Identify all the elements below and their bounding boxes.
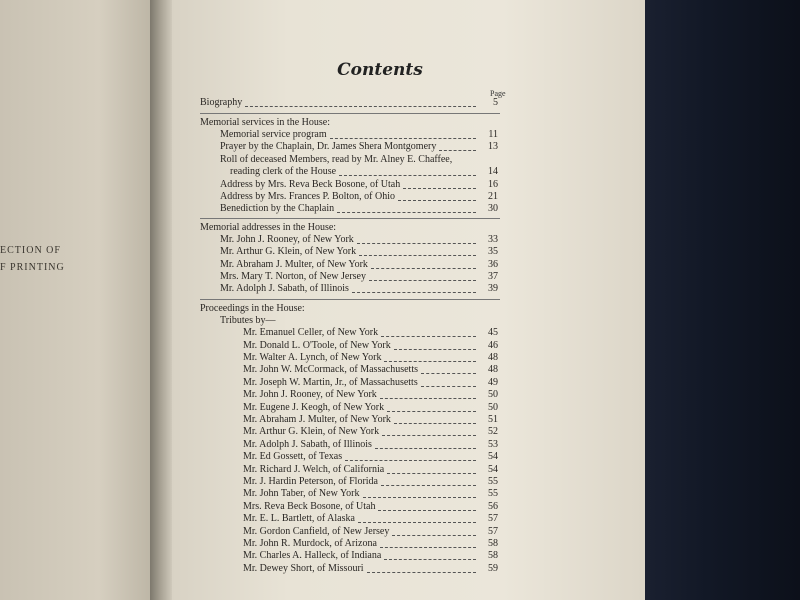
toc-entry	[243, 488, 476, 500]
dark-background	[645, 0, 800, 600]
toc-entry-label: Memorial service program	[220, 129, 327, 140]
leader-dots	[421, 386, 476, 387]
section-divider	[200, 113, 500, 114]
leader-dots	[330, 138, 476, 139]
leader-dots	[375, 448, 476, 449]
toc-entry-label: Address by Mrs. Reva Beck Bosone, of Utah	[220, 178, 401, 190]
toc-entry-label: Mr. John R. Murdock, of Arizona	[243, 538, 377, 549]
toc-entry	[243, 563, 476, 575]
toc-entry-label: Mr. John J. Rooney, of New York	[243, 389, 377, 401]
toc-entry	[220, 259, 476, 271]
toc-entry	[220, 129, 476, 141]
leader-dots	[381, 485, 476, 486]
toc-entry-label: Mr. Eugene J. Keogh, of New York	[243, 401, 385, 413]
toc-entry	[243, 340, 476, 352]
toc-entry-page-number: 35	[488, 246, 498, 258]
book-gutter	[150, 0, 172, 600]
toc-entry	[220, 179, 476, 191]
toc-entry-label: Prayer by the Chaplain, Dr. James Shera Montgomery	[220, 141, 437, 153]
left-page-fragment-2: F PRINTING	[0, 262, 65, 273]
toc-entry	[243, 352, 476, 364]
toc-entry	[243, 377, 476, 389]
toc-entry-label: Mr. E. L. Bartlett, of Alaska	[243, 513, 355, 525]
toc-entry-label: Mr. Ed Gossett, of Texas	[243, 451, 343, 463]
leader-dots	[381, 336, 476, 337]
toc-entry-label: Mr. Gordon Canfield, of New Jersey	[243, 525, 390, 537]
toc-entry	[243, 464, 476, 476]
toc-entry-page-number: 37	[488, 271, 498, 282]
toc-entry	[220, 271, 476, 283]
toc-entry	[220, 141, 476, 153]
toc-entry-label: Mr. Emanuel Celler, of New York	[243, 327, 379, 339]
leader-dots	[403, 188, 476, 189]
toc-entry	[243, 414, 476, 426]
leader-dots	[339, 175, 476, 176]
toc-entry-label: Mr. Richard J. Welch, of California	[243, 463, 385, 475]
toc-entry-biography-page-number: 5	[493, 97, 498, 108]
leader-dots	[363, 497, 477, 498]
leader-dots	[392, 535, 476, 536]
left-page-fragment-1: ECTION OF	[0, 245, 61, 256]
toc-entry	[243, 526, 476, 538]
toc-entry	[243, 476, 476, 488]
leader-dots	[380, 547, 476, 548]
toc-entry-page-number: 59	[488, 562, 498, 574]
toc-entry-label: Mr. John J. Rooney, of New York	[220, 233, 354, 245]
toc-entry-label: Mr. Joseph W. Martin, Jr., of Massachusetts	[243, 376, 418, 388]
toc-entry-page-number: 16	[488, 178, 498, 190]
toc-entry	[243, 550, 476, 562]
leader-dots	[382, 435, 476, 436]
toc-entry-label: Mr. Abraham J. Multer, of New York	[220, 258, 368, 270]
section-divider	[200, 299, 500, 300]
toc-entry-page-number: 50	[488, 401, 498, 413]
toc-entry-label: Mr. Arthur G. Klein, of New York	[243, 426, 380, 438]
left-page	[0, 0, 165, 600]
toc-entry-page-number: 45	[488, 327, 498, 339]
toc-entry	[243, 451, 476, 463]
leader-dots	[384, 361, 476, 362]
leader-dots	[394, 349, 476, 350]
toc-entry	[220, 246, 476, 258]
toc-entry-page-number: 39	[488, 283, 498, 295]
leader-dots	[245, 106, 476, 107]
toc-entry-page-number: 14	[488, 166, 498, 178]
page-title: Contents	[337, 60, 423, 80]
toc-entry	[220, 203, 476, 215]
toc-entry-page-number: 11	[488, 129, 498, 140]
toc-entry-label: Mr. Dewey Short, of Missouri	[243, 562, 364, 574]
toc-entry-page-number: 55	[488, 476, 498, 487]
toc-entry	[243, 513, 476, 525]
page-column-header: Page	[490, 89, 506, 98]
toc-entry-page-number: 48	[488, 364, 498, 376]
toc-entry-page-number: 54	[488, 463, 498, 475]
toc-entry-label: Address by Mrs. Frances P. Bolton, of Ohio	[220, 191, 395, 202]
leader-dots	[384, 559, 476, 560]
leader-dots	[439, 150, 476, 151]
leader-dots	[357, 243, 476, 244]
section-heading-memorial-addresses: Memorial addresses in the House:	[200, 221, 337, 233]
section-heading-proceedings: Proceedings in the House:	[200, 302, 305, 314]
leader-dots	[387, 411, 476, 412]
toc-entry-label: Mr. Charles A. Halleck, of Indiana	[243, 550, 382, 562]
toc-entry-page-number: 58	[488, 538, 498, 549]
toc-entry-label: Mr. Walter A. Lynch, of New York	[243, 352, 382, 363]
toc-entry-label: Mr. Arthur G. Klein, of New York	[220, 246, 357, 258]
leader-dots	[387, 473, 476, 474]
toc-entry-label: Mr. J. Hardin Peterson, of Florida	[243, 476, 378, 487]
leader-dots	[369, 280, 476, 281]
toc-entry-page-number: 58	[488, 550, 498, 562]
toc-entry-page-number: 48	[488, 352, 498, 363]
leader-dots	[345, 460, 476, 461]
toc-entry	[220, 154, 476, 166]
toc-entry	[243, 439, 476, 451]
toc-entry	[220, 234, 476, 246]
toc-entry	[243, 327, 476, 339]
toc-entry	[230, 166, 476, 178]
section-heading-memorial-services: Memorial services in the House:	[200, 117, 330, 128]
toc-entry-label: Mr. Abraham J. Multer, of New York	[243, 414, 391, 425]
toc-entry-page-number: 50	[488, 389, 498, 401]
toc-entry-label: Mr. Donald L. O'Toole, of New York	[243, 339, 391, 351]
toc-entry	[243, 501, 476, 513]
toc-entry-page-number: 46	[488, 339, 498, 351]
toc-entry-biography-label: Biography	[200, 97, 243, 108]
toc-entry	[243, 389, 476, 401]
toc-entry-label: Mr. Adolph J. Sabath, of Illinois	[243, 438, 372, 450]
toc-entry-page-number: 49	[488, 376, 498, 388]
leader-dots	[352, 292, 476, 293]
toc-entry-page-number: 51	[488, 414, 498, 425]
toc-entry	[243, 402, 476, 414]
toc-entry	[220, 191, 476, 203]
toc-entry-page-number: 56	[488, 500, 498, 512]
toc-entry-label: Mrs. Mary T. Norton, of New Jersey	[220, 271, 366, 282]
leader-dots	[367, 572, 476, 573]
toc-entry-page-number: 52	[488, 426, 498, 438]
toc-entry-page-number: 36	[488, 258, 498, 270]
leader-dots	[421, 373, 476, 374]
toc-entry	[243, 364, 476, 376]
leader-dots	[371, 268, 476, 269]
toc-entry-label: Mrs. Reva Beck Bosone, of Utah	[243, 500, 376, 512]
leader-dots	[359, 255, 476, 256]
subheading-tributes: Tributes by—	[220, 314, 276, 326]
toc-entry-page-number: 57	[488, 525, 498, 537]
toc-entry-label: Roll of deceased Members, read by Mr. Alney E. Chaffee,	[220, 153, 453, 165]
toc-entry-page-number: 33	[488, 233, 498, 245]
toc-entry-page-number: 30	[488, 203, 498, 215]
leader-dots	[394, 423, 476, 424]
leader-dots	[337, 212, 476, 213]
toc-entry	[220, 283, 476, 295]
leader-dots	[380, 398, 476, 399]
section-divider	[200, 218, 500, 219]
toc-entry-page-number: 57	[488, 513, 498, 525]
toc-entry-page-number: 55	[488, 488, 498, 500]
toc-entry-label: reading clerk of the House	[230, 166, 337, 178]
toc-entry-label: Mr. Adolph J. Sabath, of Illinois	[220, 283, 349, 295]
toc-entry-page-number: 13	[488, 141, 498, 153]
toc-entry-page-number: 53	[488, 438, 498, 450]
toc-entry-label: Benediction by the Chaplain	[220, 203, 335, 215]
toc-entry-page-number: 21	[488, 191, 498, 202]
toc-entry-biography	[200, 97, 476, 109]
toc-entry-label: Mr. John Taber, of New York	[243, 488, 360, 500]
leader-dots	[378, 510, 476, 511]
leader-dots	[398, 200, 476, 201]
toc-entry	[243, 538, 476, 550]
toc-entry-label: Mr. John W. McCormack, of Massachusetts	[243, 364, 418, 376]
toc-entry-page-number: 54	[488, 451, 498, 463]
leader-dots	[358, 522, 476, 523]
toc-entry	[243, 426, 476, 438]
